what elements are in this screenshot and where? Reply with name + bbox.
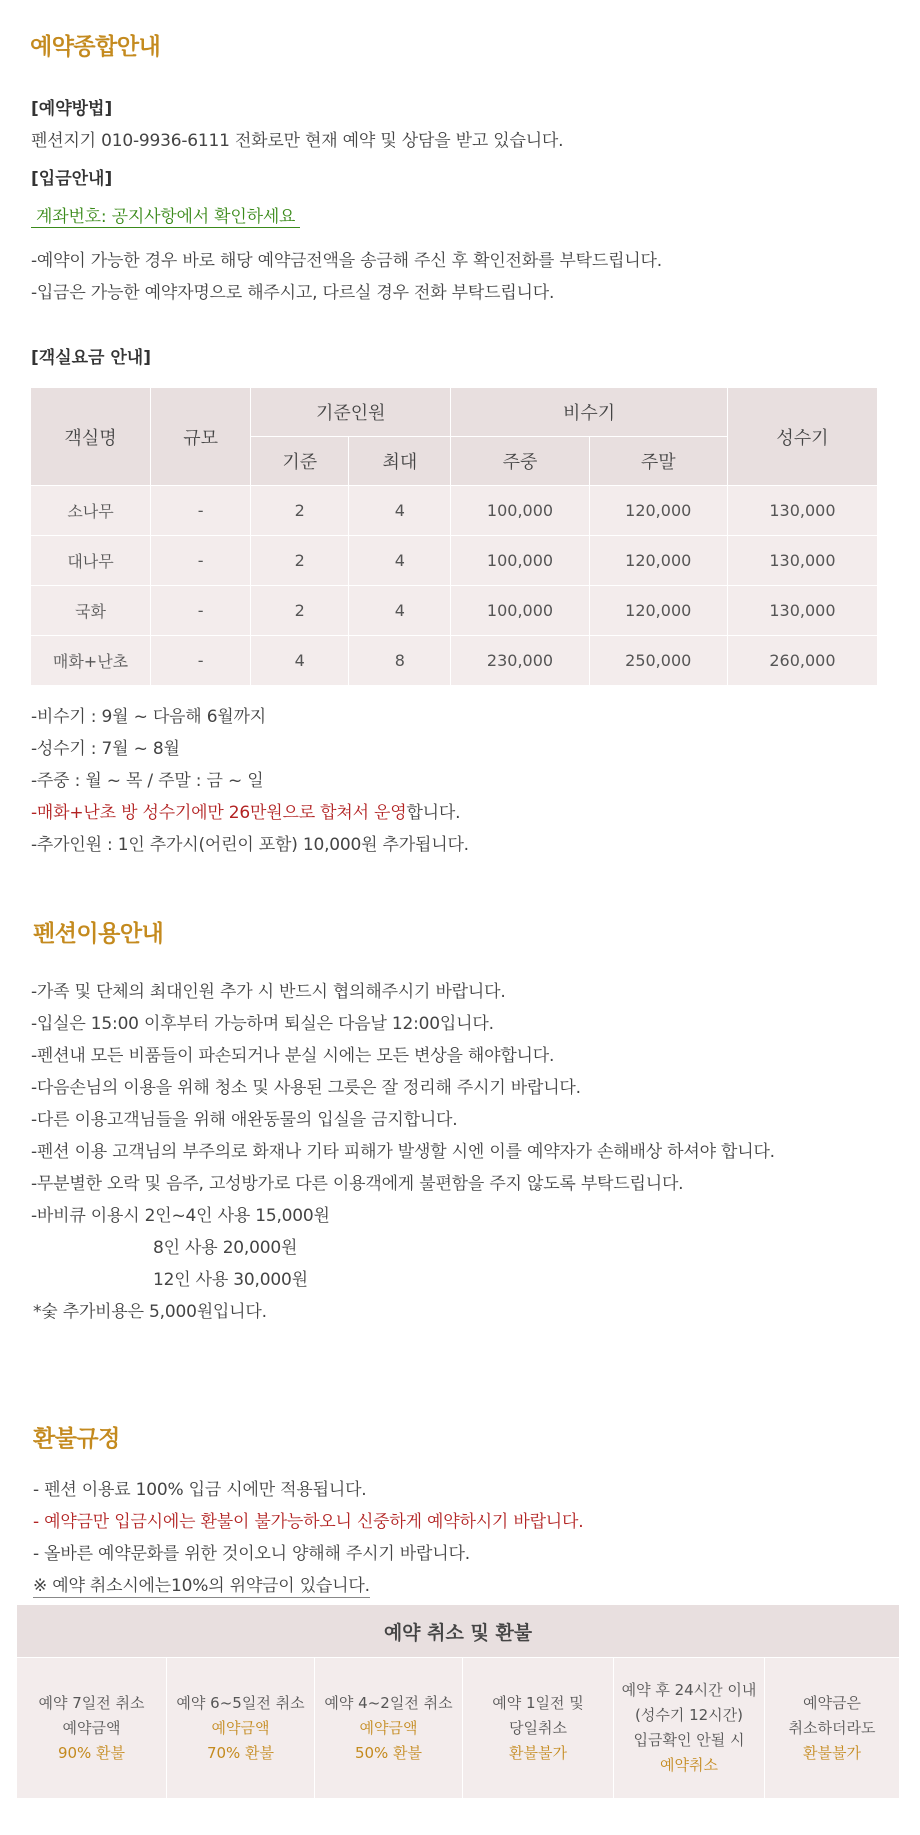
refund-line-warning: - 예약금만 입금시에는 환불이 불가능하오니 신중하게 예약하시기 바랍니다. [33, 1512, 584, 1532]
deposit-heading: [입금안내] [31, 169, 113, 189]
table-row [31, 486, 878, 536]
cell-weekend: 120,000 [589, 486, 727, 536]
cell-max: 4 [349, 586, 451, 636]
bbq-line: 8인 사용 20,000원 [153, 1238, 298, 1258]
usage-line: -펜션내 모든 비품들이 파손되거나 분실 시에는 모든 변상을 해야합니다. [31, 1046, 555, 1066]
refund-line: - 펜션 이용료 100% 입금 시에만 적용됩니다. [33, 1480, 367, 1500]
refund-cell-line: 당일취소 [509, 1718, 567, 1737]
note-combined-suffix: 합니다. [406, 803, 461, 823]
cell-room: 국화 [31, 586, 151, 636]
cell-weekday: 100,000 [451, 586, 589, 636]
cell-room: 매화+난초 [31, 636, 151, 686]
refund-cell-line: 예약 6~5일전 취소 [176, 1693, 305, 1712]
account-link[interactable]: 계좌번호: 공지사항에서 확인하세요 [31, 202, 300, 228]
cell-weekend: 120,000 [589, 536, 727, 586]
col-weekend: 주말 [589, 437, 727, 486]
cell-base: 4 [251, 636, 349, 686]
refund-table-title: 예약 취소 및 환불 [17, 1605, 900, 1658]
refund-cell [315, 1658, 463, 1799]
cell-size: - [151, 486, 251, 536]
refund-cell-line: 예약금액 [211, 1718, 270, 1737]
cell-peak: 130,000 [727, 486, 877, 536]
refund-cell-line: 입금확인 안될 시 [633, 1731, 745, 1749]
refund-cell-line: 예약 1일전 및 [492, 1693, 584, 1712]
note-extra: -추가인원 : 1인 추가시(어린이 포함) 10,000원 추가됩니다. [31, 835, 469, 855]
refund-cell-rate: 90% 환불 [57, 1743, 126, 1762]
bbq-line: 12인 사용 30,000원 [153, 1270, 308, 1290]
charcoal-note: *숯 추가비용은 5,000원입니다. [33, 1302, 267, 1322]
refund-cell-rate: 환불불가 [803, 1743, 861, 1762]
refund-cell [463, 1658, 614, 1799]
refund-cell-rate: 70% 환불 [206, 1743, 275, 1762]
cell-peak: 130,000 [727, 536, 877, 586]
refund-cell [17, 1658, 167, 1799]
refund-table [16, 1604, 900, 1799]
cell-base: 2 [251, 486, 349, 536]
note-combined-red: -매화+난초 방 성수기에만 26만원으로 합쳐서 운영 [31, 803, 407, 823]
cell-max: 4 [349, 486, 451, 536]
refund-cell-line: 예약금액 [62, 1718, 121, 1737]
table-row [31, 586, 878, 636]
col-max: 최대 [349, 437, 451, 486]
cell-size: - [151, 586, 251, 636]
deposit-note: -예약이 가능한 경우 바로 해당 예약금전액을 송금해 주신 후 확인전화를 부탁드립니다. [31, 251, 662, 271]
refund-cell-rate: 50% 환불 [354, 1743, 423, 1762]
cell-base: 2 [251, 586, 349, 636]
note-peak: -성수기 : 7월 ~ 8월 [31, 739, 180, 759]
cell-weekend: 250,000 [589, 636, 727, 686]
refund-title: 환불규정 [33, 1426, 120, 1452]
cell-max: 8 [349, 636, 451, 686]
col-off-season: 비수기 [451, 388, 727, 437]
cell-max: 4 [349, 536, 451, 586]
usage-line: -입실은 15:00 이후부터 가능하며 퇴실은 다음날 12:00입니다. [31, 1014, 494, 1034]
refund-line: - 올바른 예약문화를 위한 것이오니 양해해 주시기 바랍니다. [33, 1544, 470, 1564]
refund-line-penalty: ※ 예약 취소시에는10%의 위약금이 있습니다. [33, 1571, 370, 1598]
cell-peak: 260,000 [727, 636, 877, 686]
cell-weekday: 100,000 [451, 486, 589, 536]
col-base: 기준 [251, 437, 349, 486]
col-weekday: 주중 [451, 437, 589, 486]
table-row [31, 536, 878, 586]
refund-cell [167, 1658, 315, 1799]
refund-cell [765, 1658, 900, 1799]
method-text: 펜션지기 010-9936-6111 전화로만 현재 예약 및 상담을 받고 있습니다. [31, 131, 564, 151]
refund-cell-line: 예약 후 24시간 이내 [621, 1681, 757, 1699]
method-heading: [예약방법] [31, 99, 113, 119]
col-size: 규모 [151, 388, 251, 486]
usage-line: -가족 및 단체의 최대인원 추가 시 반드시 협의해주시기 바랍니다. [31, 982, 506, 1002]
cell-room: 대나무 [31, 536, 151, 586]
refund-cell-rate: 환불불가 [509, 1743, 567, 1762]
refund-cell-rate: 예약취소 [660, 1756, 718, 1774]
cell-peak: 130,000 [727, 586, 877, 636]
refund-cell-line: (성수기 12시간) [634, 1706, 743, 1724]
cell-size: - [151, 636, 251, 686]
cell-base: 2 [251, 536, 349, 586]
refund-cell-line: 예약금액 [359, 1718, 418, 1737]
cell-weekday: 230,000 [451, 636, 589, 686]
reservation-title: 예약종합안내 [30, 34, 161, 60]
refund-cell-line: 예약금은 [803, 1693, 861, 1712]
note-days: -주중 : 월 ~ 목 / 주말 : 금 ~ 일 [31, 771, 264, 791]
usage-line: -다음손님의 이용을 위해 청소 및 사용된 그릇은 잘 정리해 주시기 바랍니다. [31, 1078, 581, 1098]
table-row [31, 636, 878, 686]
cell-size: - [151, 536, 251, 586]
cell-weekday: 100,000 [451, 536, 589, 586]
rates-heading: [객실요금 안내] [31, 348, 151, 368]
cell-weekend: 120,000 [589, 586, 727, 636]
usage-title: 펜션이용안내 [33, 921, 164, 947]
col-capacity: 기준인원 [251, 388, 451, 437]
usage-line: -무분별한 오락 및 음주, 고성방가로 다른 이용객에게 불편함을 주지 않도록 부탁드립니다. [31, 1174, 684, 1194]
note-combined [31, 798, 460, 823]
cell-room: 소나무 [31, 486, 151, 536]
bbq-line: -바비큐 이용시 2인~4인 사용 15,000원 [31, 1206, 330, 1226]
refund-cell-line: 예약 4~2일전 취소 [324, 1693, 453, 1712]
usage-line: -다른 이용고객님들을 위해 애완동물의 입실을 금지합니다. [31, 1110, 458, 1130]
col-peak: 성수기 [727, 388, 877, 486]
refund-cell-line: 예약 7일전 취소 [38, 1693, 145, 1712]
rates-table [30, 387, 878, 686]
refund-cell [614, 1658, 765, 1799]
refund-cell-line: 취소하더라도 [788, 1718, 876, 1737]
usage-line: -펜션 이용 고객님의 부주의로 화재나 기타 피해가 발생할 시엔 이를 예약자가 손해배상 하셔야 합니다. [31, 1142, 775, 1162]
note-off-season: -비수기 : 9월 ~ 다음해 6월까지 [31, 707, 266, 727]
col-room: 객실명 [31, 388, 151, 486]
deposit-note: -입금은 가능한 예약자명으로 해주시고, 다르실 경우 전화 부탁드립니다. [31, 283, 555, 303]
